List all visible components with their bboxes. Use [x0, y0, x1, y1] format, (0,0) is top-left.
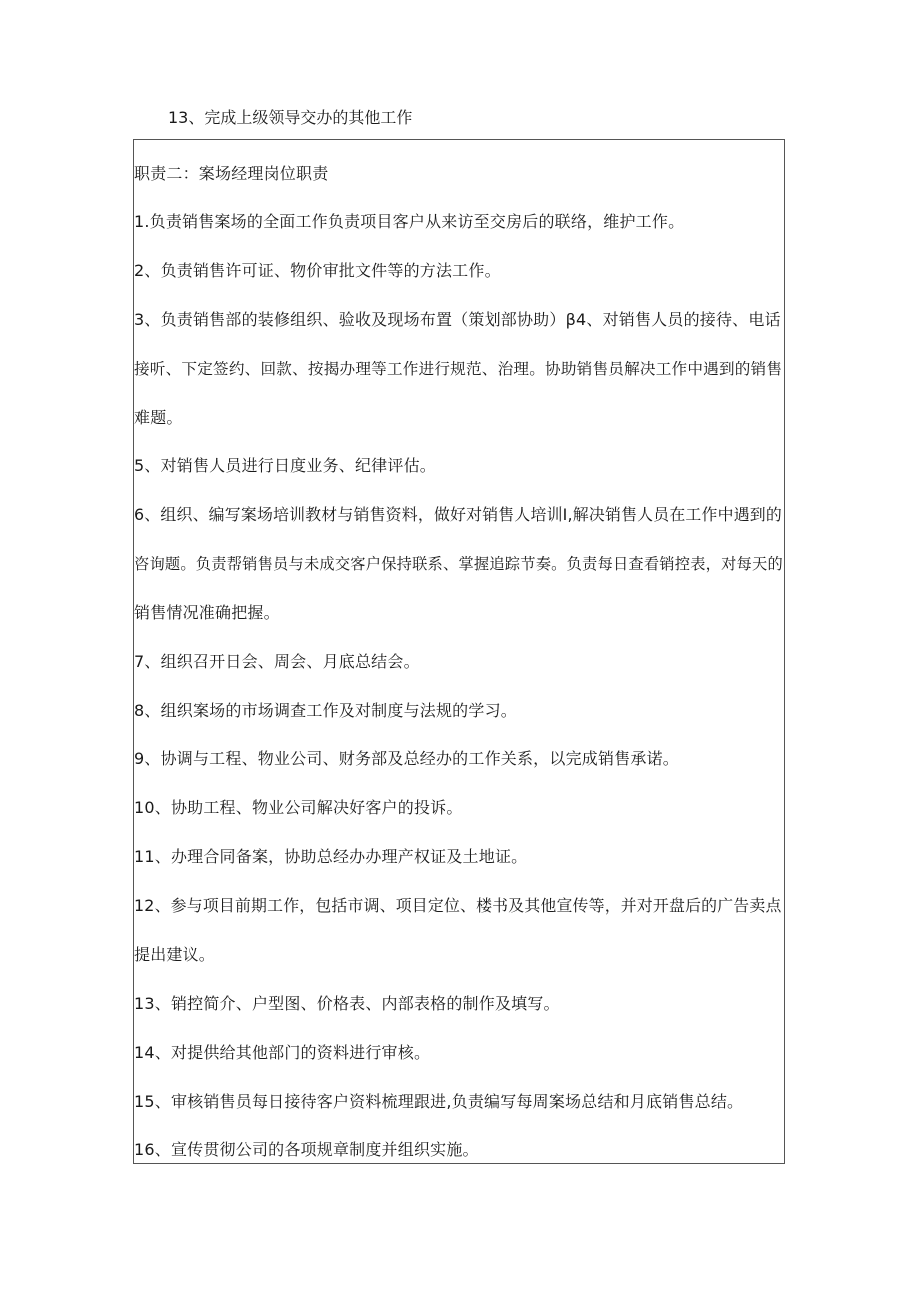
duty-line: 16、宣传贯彻公司的各项规章制度并组织实施。 — [134, 1140, 479, 1159]
duty-line: 咨询题。负责帮销售员与未成交客户保持联系、掌握追踪节奏。负责每日查看销控表，对每天的 — [134, 555, 783, 573]
duty-line: 2、负责销售许可证、物价审批文件等的方法工作。 — [134, 261, 501, 280]
section-title-text: 职责二：案场经理岗位职责 — [134, 164, 329, 183]
duty-line: 14、对提供给其他部门的资料进行审核。 — [134, 1043, 431, 1062]
duty-line: 8、组织案场的市场调查工作及对制度与法规的学习。 — [134, 701, 517, 720]
duty-line: 1.负责销售案场的全面工作负责项目客户从来访至交房后的联络，维护工作。 — [134, 212, 685, 231]
previous-item-13: 13、完成上级领导交办的其他工作 — [168, 108, 413, 127]
duty-line: 销售情况准确把握。 — [134, 603, 280, 622]
duty-line: 3、负责销售部的装修组织、验收及现场布置（策划部协助）β4、对销售人员的接待、电话 — [134, 310, 781, 329]
duty-section-box — [133, 139, 785, 1164]
duty-line: 10、协助工程、物业公司解决好客户的投诉。 — [134, 798, 463, 817]
duty-line: 9、协调与工程、物业公司、财务部及总经办的工作关系，以完成销售承诺。 — [134, 749, 679, 768]
duty-line: 11、办理合同备案，协助总经办办理产权证及土地证。 — [134, 847, 528, 866]
duty-line: 难题。 — [134, 408, 183, 427]
duty-line: 6、组织、编写案场培训教材与销售资料，做好对销售人培训I,解决销售人员在工作中遇到的 — [134, 505, 782, 524]
duty-line: 接听、下定签约、回款、按揭办理等工作进行规范、治理。协助销售员解决工作中遇到的销售 — [134, 360, 783, 378]
duty-line: 15、审核销售员每日接待客户资料梳理跟进,负责编写每周案场总结和月底销售总结。 — [134, 1092, 744, 1111]
duty-line: 7、组织召开日会、周会、月底总结会。 — [134, 652, 420, 671]
duty-line: 提出建议。 — [134, 945, 216, 964]
duty-line: 12、参与项目前期工作，包括市调、项目定位、楼书及其他宣传等，并对开盘后的广告卖点 — [134, 896, 782, 915]
duty-line: 13、销控简介、户型图、价格表、内部表格的制作及填写。 — [134, 994, 560, 1013]
duty-line: 5、对销售人员进行日度业务、纪律评估。 — [134, 456, 436, 475]
